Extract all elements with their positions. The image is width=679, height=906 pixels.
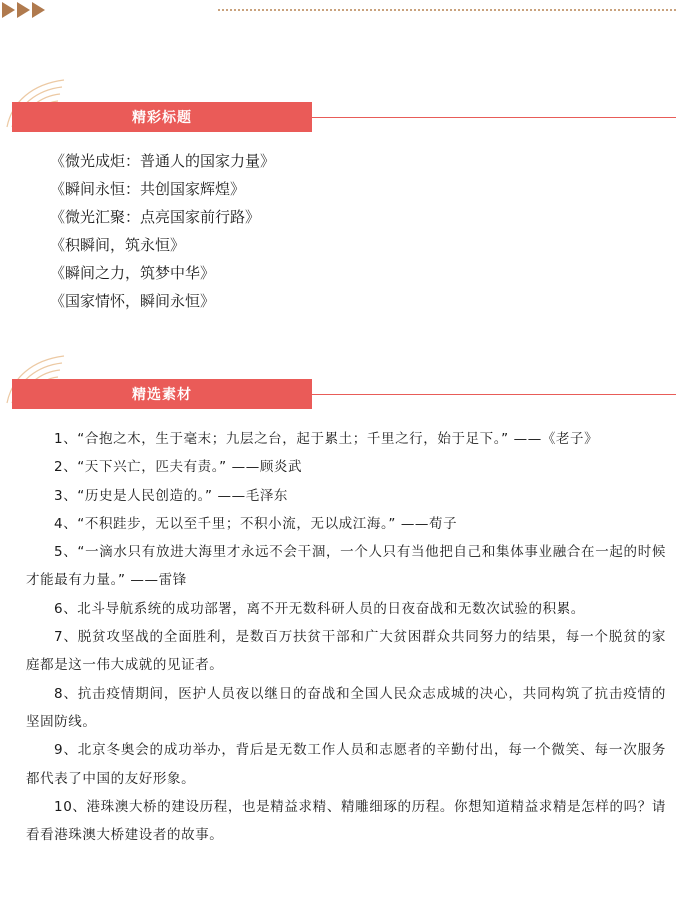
material-item: 1、“合抱之木，生于毫末；九层之台，起于累土；千里之行，始于足下。” ——《老子》 bbox=[54, 431, 599, 447]
title-item: 《瞬间之力，筑梦中华》 bbox=[50, 264, 216, 282]
material-item: 9、北京冬奥会的成功举办，背后是无数工作人员和志愿者的辛勤付出，每一个微笑、每一次服务都代表了中国的友好形象。 bbox=[26, 742, 666, 787]
arrow-icon bbox=[2, 2, 15, 18]
material-item: 6、北斗导航系统的成功部署，离不开无数科研人员的日夜奋战和无数次试验的积累。 bbox=[54, 600, 585, 617]
materials-banner-line bbox=[312, 394, 676, 395]
titles-header: 精彩标题 bbox=[132, 110, 192, 126]
materials-list bbox=[26, 425, 666, 849]
material-item: 7、脱贫攻坚战的全面胜利，是数百万扶贫干部和广大贫困群众共同努力的结果，每一个脱贫的家庭都是这一伟大成就的见证者。 bbox=[26, 629, 666, 674]
materials-header: 精选素材 bbox=[132, 387, 192, 403]
titles-banner-line bbox=[312, 117, 676, 118]
arrow-icon bbox=[17, 2, 30, 18]
title-item: 《国家情怀，瞬间永恒》 bbox=[50, 292, 216, 310]
material-item: 8、抗击疫情期间，医护人员夜以继日的奋战和全国人民众志成城的决心，共同构筑了抗击疫情的坚固防线。 bbox=[26, 685, 666, 730]
material-item: 3、“历史是人民创造的。” ——毛泽东 bbox=[54, 487, 289, 504]
material-item: 10、港珠澳大桥的建设历程，也是精益求精、精雕细琢的历程。你想知道精益求精是怎样的吗？请看看港珠澳大桥建设者的故事。 bbox=[26, 798, 666, 844]
titles-banner bbox=[12, 102, 312, 132]
title-item: 《积瞬间，筑永恒》 bbox=[50, 236, 186, 254]
top-decoration bbox=[0, 0, 679, 22]
material-item: 4、“不积跬步，无以至千里；不积小流，无以成江海。” ——荀子 bbox=[54, 515, 458, 532]
title-item: 《瞬间永恒：共创国家辉煌》 bbox=[50, 180, 246, 198]
material-item: 5、“一滴水只有放进大海里才永远不会干涸，一个人只有当他把自己和集体事业融合在一起的时候才能最有力量。” ——雷锋 bbox=[26, 544, 666, 589]
materials-banner bbox=[12, 379, 312, 409]
title-item: 《微光汇聚：点亮国家前行路》 bbox=[50, 208, 261, 226]
title-item: 《微光成炬：普通人的国家力量》 bbox=[50, 152, 276, 170]
titles-list bbox=[50, 147, 275, 315]
arrow-decoration bbox=[2, 2, 45, 18]
dotted-divider bbox=[218, 9, 676, 11]
material-item: 2、“天下兴亡，匹夫有责。” ——顾炎武 bbox=[54, 459, 303, 476]
arrow-icon bbox=[32, 2, 45, 18]
